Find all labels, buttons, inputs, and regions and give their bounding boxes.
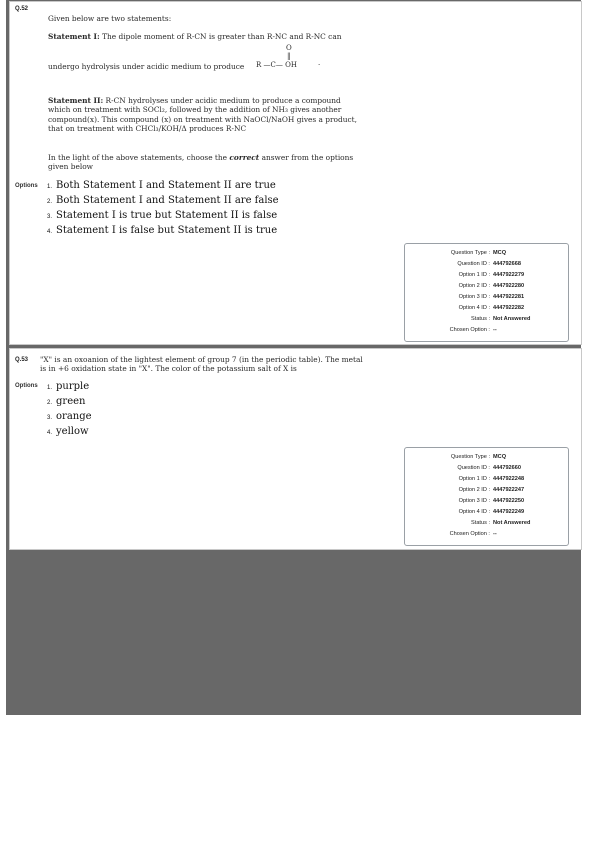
option-1[interactable] bbox=[47, 380, 89, 395]
meta-key: Option 2 ID : bbox=[458, 487, 490, 493]
prompt-pre: In the light of the above statements, choose the bbox=[48, 153, 228, 162]
meta-key: Question ID : bbox=[457, 261, 490, 267]
meta-value: 4447922279 bbox=[493, 272, 525, 278]
meta-key: Question Type : bbox=[450, 250, 490, 256]
meta-value: 4447922248 bbox=[493, 476, 525, 482]
option-text: green bbox=[56, 396, 86, 407]
statement-2-text: R-CN hydrolyses under acidic medium to produce a compound which on treatment with SOCl₂, followed by the addition of NH₃ gives another compound(x). This compound (x) on treatment with NaOCl/NaOH gives a product, that on treatment with CHCl₃/KOH/Δ produces R-NC bbox=[48, 96, 357, 133]
meta-key: Chosen Option : bbox=[449, 327, 490, 333]
meta-value: Not Answered bbox=[493, 316, 531, 322]
statement-1 bbox=[48, 32, 368, 41]
option-2[interactable] bbox=[47, 395, 85, 410]
meta-key: Option 1 ID : bbox=[458, 272, 490, 278]
question-prompt bbox=[48, 153, 358, 172]
meta-value: -- bbox=[493, 531, 497, 537]
prompt-post: answer from the options given below bbox=[48, 153, 354, 172]
meta-key: Option 4 ID : bbox=[458, 305, 490, 311]
meta-row bbox=[405, 250, 568, 256]
option-text: yellow bbox=[56, 426, 89, 437]
meta-row bbox=[405, 476, 568, 482]
structure-oxygen: O bbox=[286, 44, 292, 52]
meta-row bbox=[405, 261, 568, 267]
meta-row bbox=[405, 305, 568, 311]
structure-dot: · bbox=[318, 61, 321, 69]
meta-row bbox=[405, 498, 568, 504]
meta-value: MCQ bbox=[493, 454, 507, 460]
meta-row bbox=[405, 487, 568, 493]
option-4[interactable] bbox=[47, 224, 277, 239]
option-number: 4. bbox=[47, 229, 53, 235]
meta-value: MCQ bbox=[493, 250, 507, 256]
meta-key: Question ID : bbox=[457, 465, 490, 471]
meta-row bbox=[405, 272, 568, 278]
meta-key: Status : bbox=[471, 316, 490, 322]
meta-row bbox=[405, 283, 568, 289]
question-52-card bbox=[9, 1, 582, 345]
meta-key: Question Type : bbox=[450, 454, 490, 460]
statement-1-line2: undergo hydrolysis under acidic medium to produce bbox=[48, 62, 245, 71]
meta-value: Not Answered bbox=[493, 520, 531, 526]
option-3[interactable] bbox=[47, 410, 92, 425]
structure-double-bond: ‖ bbox=[287, 52, 291, 60]
meta-key: Option 1 ID : bbox=[458, 476, 490, 482]
statement-1-text: The dipole moment of R-CN is greater than R-NC and R-NC can bbox=[102, 32, 342, 41]
option-number: 1. bbox=[47, 184, 53, 190]
statement-2 bbox=[48, 96, 358, 133]
question-number: Q.52 bbox=[15, 6, 29, 12]
structure-formula: R —C— OH bbox=[256, 61, 297, 69]
meta-value: 4447922249 bbox=[493, 509, 525, 515]
meta-value: 4447922281 bbox=[493, 294, 525, 300]
meta-key: Option 4 ID : bbox=[458, 509, 490, 515]
question-meta-panel bbox=[404, 243, 569, 342]
option-3[interactable] bbox=[47, 209, 277, 224]
option-text: purple bbox=[56, 381, 90, 392]
options-label: Options bbox=[15, 183, 38, 189]
meta-key: Option 2 ID : bbox=[458, 283, 490, 289]
meta-row bbox=[405, 520, 568, 526]
statement-2-label: Statement II: bbox=[48, 96, 104, 105]
meta-value: 4447922280 bbox=[493, 283, 525, 289]
option-text: Statement I is true but Statement II is false bbox=[56, 210, 278, 221]
option-number: 1. bbox=[47, 385, 53, 391]
option-4[interactable] bbox=[47, 425, 89, 440]
option-text: Both Statement I and Statement II are true bbox=[56, 180, 276, 191]
meta-value: 4447922282 bbox=[493, 305, 525, 311]
options-label: Options bbox=[15, 383, 38, 389]
option-number: 3. bbox=[47, 214, 53, 220]
meta-value: 444792668 bbox=[493, 261, 521, 267]
meta-value: 444792660 bbox=[493, 465, 521, 471]
question-intro: Given below are two statements: bbox=[48, 14, 172, 23]
option-number: 2. bbox=[47, 400, 53, 406]
option-text: orange bbox=[56, 411, 92, 422]
meta-value: 4447922250 bbox=[493, 498, 525, 504]
option-number: 3. bbox=[47, 415, 53, 421]
meta-value: 4447922247 bbox=[493, 487, 525, 493]
question-number: Q.53 bbox=[15, 357, 29, 363]
option-number: 2. bbox=[47, 199, 53, 205]
question-text: "X" is an oxoanion of the lightest element of group 7 (in the periodic table). The metal is in +6 oxidation state in "X". The color of the potassium salt of X is bbox=[40, 355, 363, 374]
meta-row bbox=[405, 327, 568, 333]
meta-row bbox=[405, 465, 568, 471]
meta-row bbox=[405, 531, 568, 537]
meta-row bbox=[405, 454, 568, 460]
meta-key: Chosen Option : bbox=[449, 531, 490, 537]
option-number: 4. bbox=[47, 430, 53, 436]
meta-row bbox=[405, 509, 568, 515]
option-2[interactable] bbox=[47, 194, 279, 209]
meta-key: Option 3 ID : bbox=[458, 498, 490, 504]
option-text: Both Statement I and Statement II are false bbox=[56, 195, 279, 206]
meta-key: Option 3 ID : bbox=[458, 294, 490, 300]
statement-1-label: Statement I: bbox=[48, 32, 100, 41]
meta-row bbox=[405, 294, 568, 300]
meta-value: -- bbox=[493, 327, 497, 333]
question-meta-panel bbox=[404, 447, 569, 546]
option-1[interactable] bbox=[47, 179, 276, 194]
option-text: Statement I is false but Statement II is true bbox=[56, 225, 278, 236]
prompt-emphasis: correct bbox=[229, 153, 260, 162]
meta-key: Status : bbox=[471, 520, 490, 526]
question-53-card bbox=[9, 348, 582, 550]
meta-row bbox=[405, 316, 568, 322]
